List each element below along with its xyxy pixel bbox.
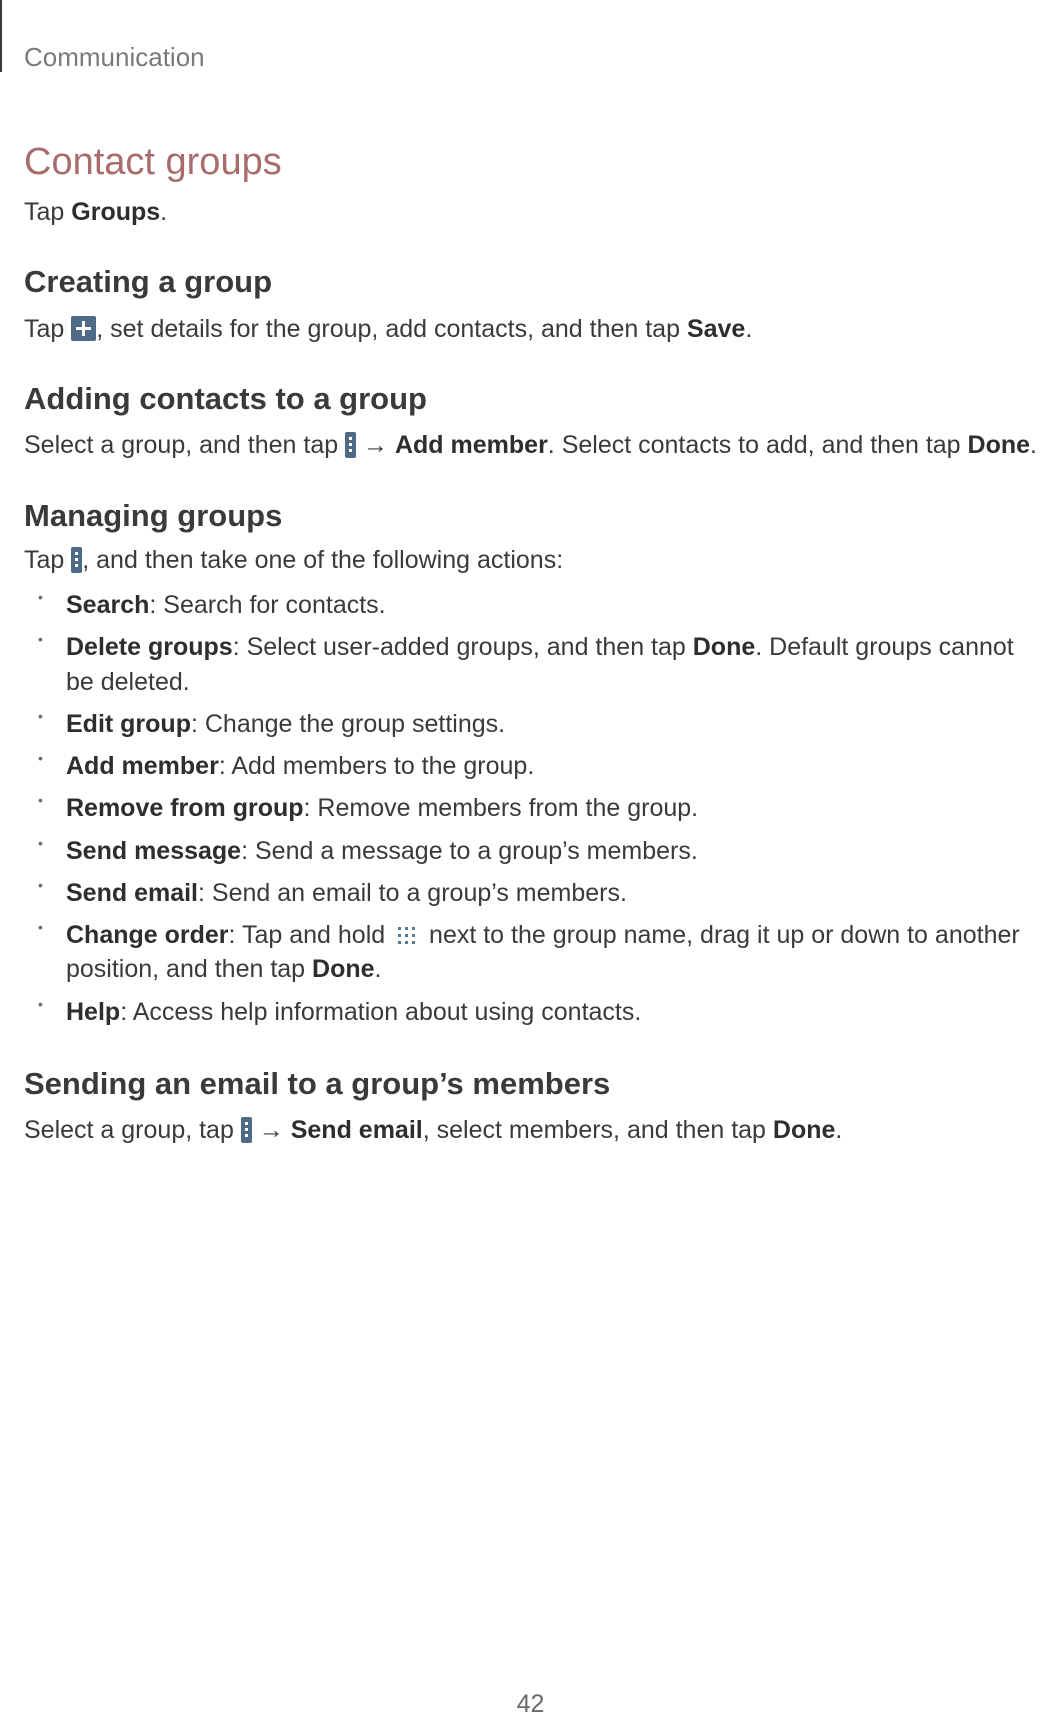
sending-email-text: Select a group, tap → Send email, select members, and then tap Done. xyxy=(24,1116,843,1145)
page-content xyxy=(24,140,1044,1148)
plus-icon xyxy=(71,316,96,341)
adding-contacts-text: Select a group, and then tap → Add member. Select contacts to add, and then tap Done. xyxy=(24,431,1037,460)
list-item: • Edit group: Change the group settings. xyxy=(24,707,1044,741)
list-item: • Help: Access help information about using contacts. xyxy=(24,995,1044,1029)
more-options-icon xyxy=(345,432,356,458)
section-intro: Tap Groups. xyxy=(24,197,168,226)
page-number: 42 xyxy=(516,1690,545,1718)
list-item: • Delete groups: Select user-added groups, and then tap Done. Default groups cannot be deleted. xyxy=(24,630,1044,699)
more-options-icon xyxy=(241,1117,252,1143)
more-options-icon xyxy=(71,547,82,573)
managing-groups-heading: Managing groups xyxy=(24,498,283,534)
section-title: Contact groups xyxy=(24,141,282,183)
creating-group-text: Tap , set details for the group, add contacts, and then tap Save. xyxy=(24,314,753,343)
actions-list xyxy=(24,588,1044,1029)
running-head: Communication xyxy=(24,42,205,72)
list-item: • Remove from group: Remove members from the group. xyxy=(24,791,1044,825)
managing-groups-text: Tap , and then take one of the following actions: xyxy=(24,546,564,575)
sending-email-heading: Sending an email to a group’s members xyxy=(24,1065,611,1101)
adding-contacts-heading: Adding contacts to a group xyxy=(24,381,427,417)
list-item: • Add member: Add members to the group. xyxy=(24,749,1044,783)
list-item: • Send message: Send a message to a group’s members. xyxy=(24,834,1044,868)
list-item: • Change order: Tap and hold next to the group name, drag it up or down to another position, and then tap Done. xyxy=(24,918,1044,987)
list-item: • Send email: Send an email to a group’s members. xyxy=(24,876,1044,910)
creating-group-heading: Creating a group xyxy=(24,264,273,300)
page-margin-rule xyxy=(0,0,2,72)
drag-handle-icon xyxy=(396,925,418,945)
list-item: • Search: Search for contacts. xyxy=(24,588,1044,622)
